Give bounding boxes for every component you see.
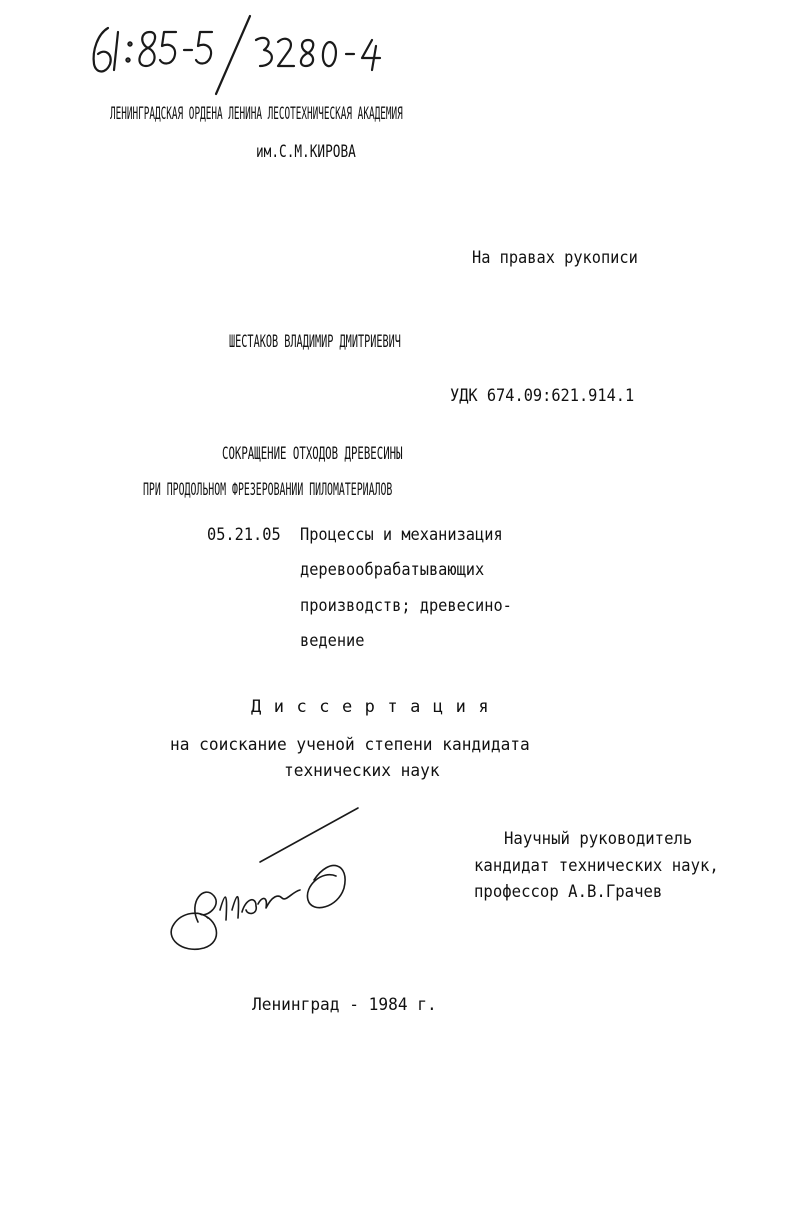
thesis-title-line-1: СОКРАЩЕНИЕ ОТХОДОВ ДРЕВЕСИНЫ xyxy=(222,444,403,464)
institution-name-dedication: им.С.М.КИРОВА xyxy=(256,142,356,162)
udc-code: УДК 674.09:621.914.1 xyxy=(450,386,635,406)
place-and-year: Ленинград - 1984 г. xyxy=(252,995,437,1015)
specialty-line-4: ведение xyxy=(300,631,365,651)
signature-image xyxy=(160,800,370,965)
manuscript-rights-note: На правах рукописи xyxy=(472,248,638,268)
handwritten-archive-number xyxy=(80,10,410,100)
specialty-line-3: производств; древесино- xyxy=(300,596,512,616)
specialty-line-2: деревообрабатывающих xyxy=(300,560,485,580)
specialty-code: 05.21.05 xyxy=(207,525,281,545)
author-name: ШЕСТАКОВ ВЛАДИМИР ДМИТРИЕВИЧ xyxy=(229,332,401,352)
degree-line-2: технических наук xyxy=(284,761,440,781)
thesis-title-line-2: ПРИ ПРОДОЛЬНОМ ФРЕЗЕРОВАНИИ ПИЛОМАТЕРИАЛОВ xyxy=(143,480,393,500)
degree-line-1: на соискание ученой степени кандидата xyxy=(170,735,530,755)
specialty-line-1: Процессы и механизация xyxy=(300,525,503,545)
work-type-heading: Диссертация xyxy=(251,697,502,717)
supervisor-name: профессор А.В.Грачев xyxy=(474,882,663,902)
supervisor-title: Научный руководитель xyxy=(504,829,693,849)
institution-name: ЛЕНИНГРАДСКАЯ ОРДЕНА ЛЕНИНА ЛЕСОТЕХНИЧЕСКАЯ АКАДЕМИЯ xyxy=(110,104,403,124)
supervisor-degree: кандидат технических наук, xyxy=(474,856,719,876)
